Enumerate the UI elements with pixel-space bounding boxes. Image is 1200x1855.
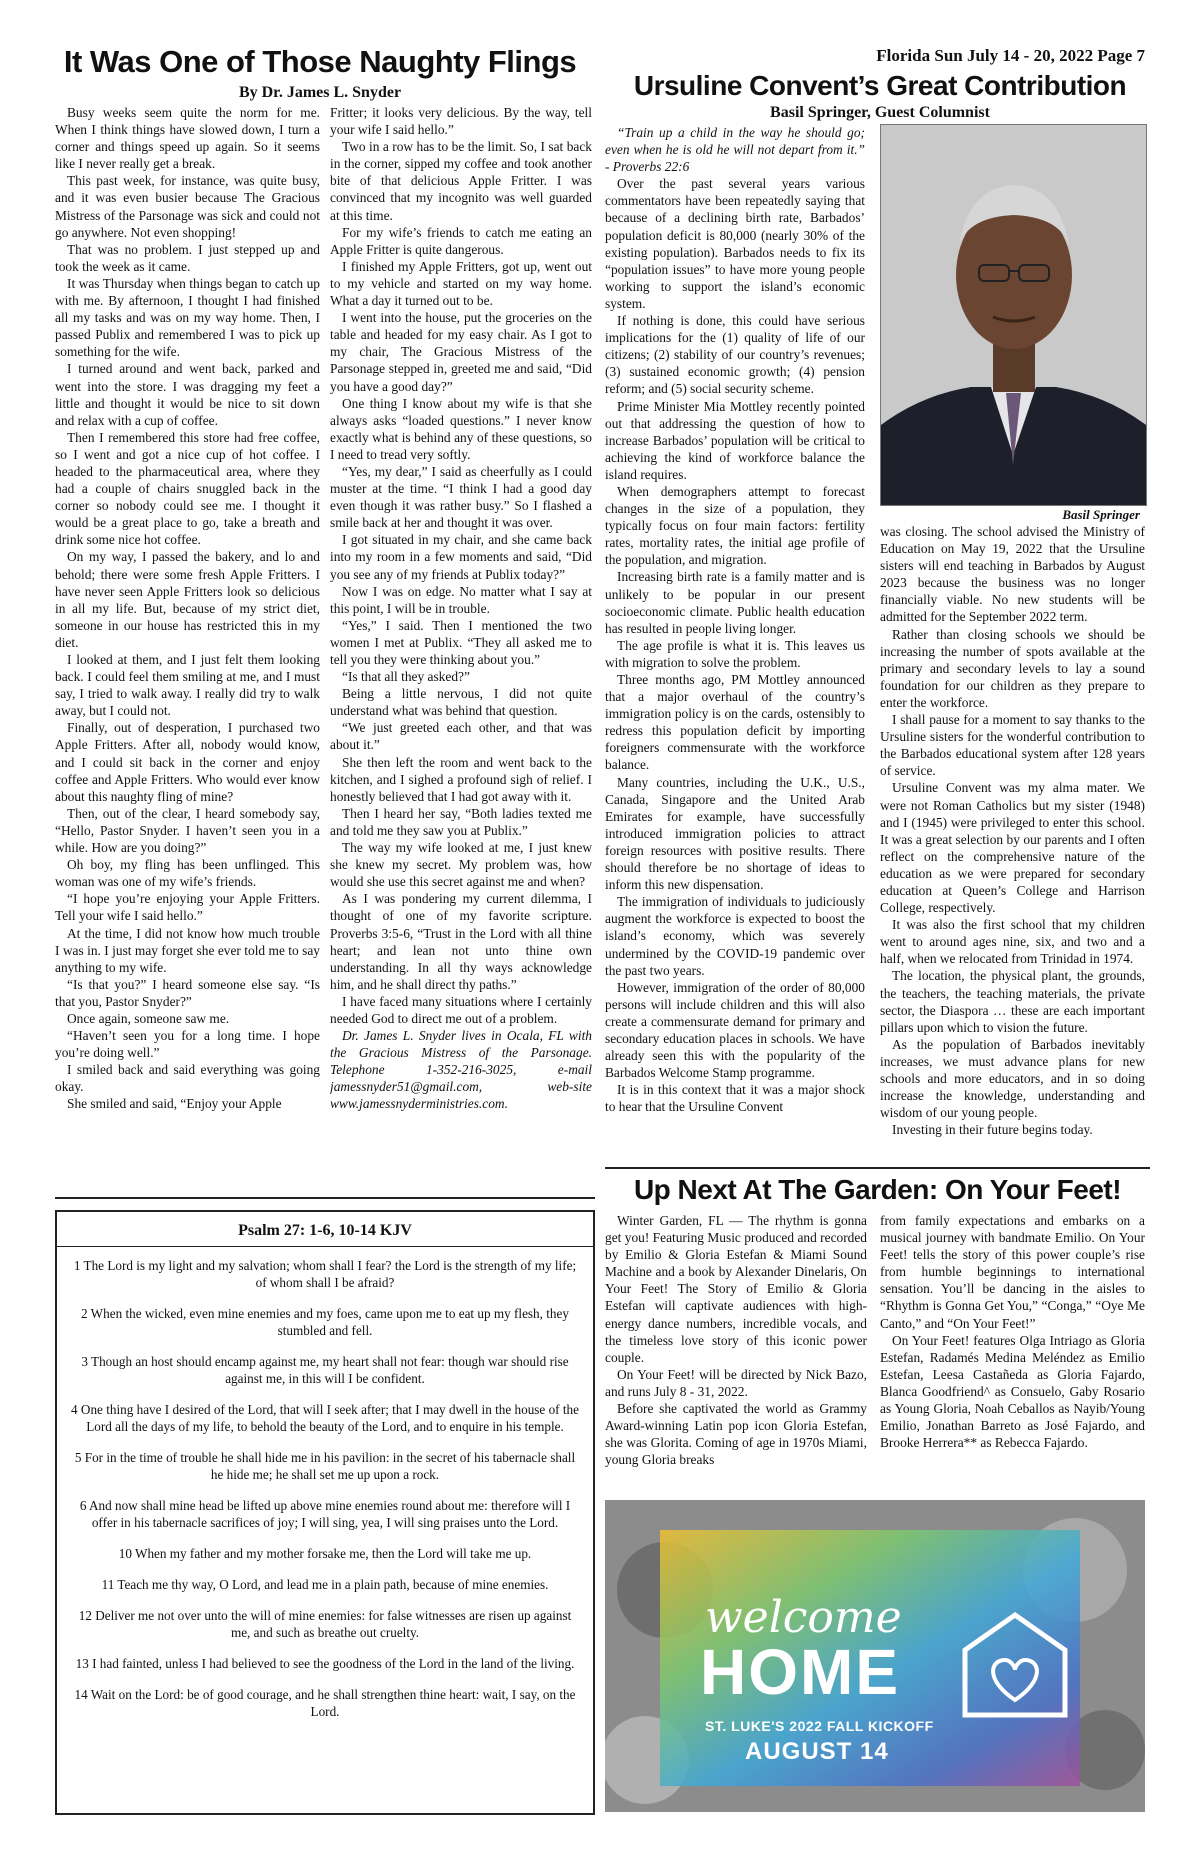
- paragraph: The immigration of individuals to judiciously augment the workforce is expected to boost the island’s economy, which was severely undermined by the COVID-19 pandemic over the past two years.: [605, 894, 865, 978]
- paragraph: I smiled back and said everything was going okay.: [55, 1062, 320, 1095]
- article1-byline: By Dr. James L. Snyder: [238, 84, 402, 101]
- paragraph: One thing I know about my wife is that she always asks “loaded questions.” I never know exactly what is behind any of these questions, so I need to tread very softly.: [330, 395, 592, 462]
- paragraph: “Yes,” I said. Then I mentioned the two women I met at Publix. “They all asked me to tell you they were thinking about you.”: [330, 617, 592, 667]
- paragraph: She then left the room and went back to the kitchen, and I sighed a profound sigh of relief. I honestly believed that I had got away with it.: [330, 754, 592, 804]
- article3-column-1: [605, 1212, 867, 1492]
- psalm-title: Psalm 27: 1-6, 10-14 KJV: [57, 1212, 593, 1247]
- article1-column-1: [55, 104, 320, 1194]
- psalm-verse: 4 One thing have I desired of the Lord, that will I seek after; that I may dwell in the house of the Lord all the days of my life, to behold the beauty of the Lord, and to enquire in his temple.: [71, 1402, 579, 1434]
- article2-bottom-rule: [605, 1167, 1150, 1169]
- psalm-verse: 2 When the wicked, even mine enemies and my foes, came upon me to eat up my flesh, they stumbled and fell.: [81, 1306, 569, 1338]
- paragraph: “We just greeted each other, and that was about it.”: [330, 720, 592, 753]
- paragraph: Rather than closing schools we should be increasing the number of spots available at the primary and secondary levels to lay a sound foundation for our children as they prepare to enter the workforce.: [880, 626, 1145, 710]
- welcome-home-ad: [605, 1500, 1145, 1812]
- paragraph: “Is that all they asked?”: [342, 669, 470, 685]
- paragraph: Now I was on edge. No matter what I say at this point, I will be in trouble.: [330, 583, 592, 616]
- psalm-verses: [57, 1247, 593, 1720]
- psalm-verse: 6 And now shall mine head be lifted up above mine enemies round about me: therefore will I offer in his tabernacle sacrifices of joy; I will sing, yea, I will sing praises unto the Lord.: [79, 1498, 571, 1530]
- paragraph: However, immigration of the order of 80,000 persons will include children and this will also create a commensurate demand for primary and secondary education places in schools. We have already seen this with the popularity of the Barbados Welcome Stamp programme.: [605, 979, 865, 1081]
- page-header: Florida Sun July 14 - 20, 2022 Page 7: [876, 46, 1145, 65]
- article3-column-2: [880, 1212, 1145, 1492]
- ad-welcome-script: welcome: [705, 1592, 902, 1643]
- paragraph: Winter Garden, FL — The rhythm is gonna get you! Featuring Music produced and recorded by Emilio & Gloria Estefan & Miami Sound Machine and a book by Alexander Dinelaris, On Your Feet! The Story of Emilio & Gloria Estefan will captivate audiences with high-energy dance numbers, incredible vocals, and the timeless love story of this iconic power couple.: [605, 1213, 867, 1365]
- paragraph: Oh boy, my fling has been unflinged. This woman was one of my wife’s friends.: [55, 857, 320, 890]
- paragraph: Then I remembered this store had free coffee, so I went and got a nice cup of hot coffee. I headed to the pharmaceutical area, where they had a couple of chairs snuggled back in the corner so nobody could see me. I thought it would be a great place to go, take a breath and drink some nice hot coffee.: [55, 429, 320, 548]
- paragraph: It was Thursday when things began to catch up with me. By afternoon, I thought I had finished all my tasks and was on my way home. Then, I passed Publix and remembered I was to pick up something for the wife.: [55, 275, 320, 360]
- columnist-photo: [880, 124, 1147, 506]
- paragraph: When demographers attempt to forecast changes in the size of a population, they typically focus on four main factors: fertility rates, mortality rates, the initial age profile of the population, and migration.: [605, 483, 865, 568]
- psalm-verse: 12 Deliver me not over unto the will of mine enemies: for false witnesses are risen up against me, and such as breathe out cruelty.: [78, 1608, 572, 1640]
- paragraph: The age profile is what it is. This leaves us with migration to solve the problem.: [605, 637, 865, 670]
- paragraph: Before she captivated the world as Grammy Award-winning Latin pop icon Gloria Estefan, she was Glorita. Coming of age in 1970s Miami, young Gloria breaks: [605, 1401, 867, 1468]
- paragraph: That was no problem. I just stepped up and took the week as it came.: [55, 241, 320, 274]
- psalm-verse: 1 The Lord is my light and my salvation; whom shall I fear? the Lord is the strength of my life; of whom shall I be afraid?: [73, 1258, 577, 1290]
- paragraph: Once again, someone saw me.: [67, 1010, 230, 1026]
- paragraph: I turned around and went back, parked and went into the store. I was dragging my feet a little and thought it would be nice to sit down and relax with a cup of coffee.: [55, 361, 320, 428]
- article2-column-2: [880, 523, 1145, 1163]
- paragraph: The way my wife looked at me, I just knew she knew my secret. My problem was, how would she use this secret against me and when?: [330, 840, 592, 890]
- paragraph: Increasing birth rate is a family matter and is unlikely to be popular in our present socioeconomic climate. Public health education has resulted in people living longer.: [605, 569, 865, 636]
- article2-byline: Basil Springer, Guest Columnist: [770, 104, 990, 121]
- article2-title: Ursuline Convent’s Great Contribution: [633, 70, 1127, 101]
- paragraph: On my way, I passed the bakery, and lo and behold; there were some fresh Apple Fritters. I have never seen Apple Fritters look so delicious in all my life. But, because of my strict diet, someone in our house has restricted this in my diet.: [55, 549, 320, 650]
- paragraph: Then I heard her say, “Both ladies texted me and told me they saw you at Publix.”: [330, 805, 592, 838]
- paragraph: Two in a row has to be the limit. So, I sat back in the corner, sipped my coffee and took another bite of that delicious Apple Fritter. I was convinced that my incognito was well guarded at this time.: [330, 139, 592, 223]
- paragraph: Finally, out of desperation, I purchased two Apple Fritters. After all, nobody would know, and I could sit back in the corner and enjoy coffee and Apple Fritters. Who would ever know about this naughty fling of mine?: [55, 720, 320, 804]
- paragraph: If nothing is done, this could have serious implications for the (1) quality of life of our citizens; (2) stability of our country’s revenues; (3) sustained economic growth; (4) pension reform; and (5) social security scheme.: [605, 313, 865, 397]
- paragraph: I got situated in my chair, and she came back into my room in a few moments and said, “Did you see any of my friends at Publix today?”: [330, 532, 592, 582]
- paragraph: I went into the house, put the groceries on the table and headed for my easy chair. As I got to my chair, The Gracious Mistress of the Parsonage stepped in, greeted me and said, “Did you have a good day?”: [330, 310, 592, 394]
- paragraph: I shall pause for a moment to say thanks to the Ursuline sisters for the wonderful contribution to the Barbados educational system after 128 years of service.: [880, 712, 1145, 779]
- paragraph: This past week, for instance, was quite busy, and it was even busier because The Gracious Mistress of the Parsonage was sick and could not go anywhere. Not even shopping!: [55, 173, 320, 240]
- scripture-quote: “Train up a child in the way he should go; even when he is old he will not depart from it.” - Proverbs 22:6: [605, 125, 865, 175]
- paragraph: was closing. The school advised the Ministry of Education on May 19, 2022 that the Ursuline sisters will end teaching in Barbados by August 2023 because the business was no longer financially viable. No new students will be admitted for the September 2022 term.: [880, 524, 1145, 625]
- paragraph: “Yes, my dear,” I said as cheerfully as I could muster at the time. “I think I had a good day even though it was rather busy.” So I flashed a smile back at her and thought it was over.: [330, 463, 592, 531]
- ad-home-title: HOME: [700, 1636, 900, 1708]
- paragraph: from family expectations and embarks on a musical journey with bandmate Emilio. On Your Feet! tells the story of this power couple’s rise from humble beginnings to international sensation. You’ll be dancing in the aisles to “Rhythm is Gonna Get You,” “Conga,” “Oye Me Canto,” and “On Your Feet!”: [880, 1213, 1145, 1331]
- photo-caption: Basil Springer: [1062, 507, 1140, 522]
- psalm-verse: 10 When my father and my mother forsake me, then the Lord will take me up.: [118, 1546, 532, 1561]
- article2-column-1: [605, 124, 865, 1164]
- paragraph: It was also the first school that my children went to around ages nine, six, and two and a half, when we relocated from Trinidad in 1974.: [880, 917, 1145, 967]
- paragraph: Investing in their future begins today.: [892, 1122, 1093, 1138]
- article3-title: Up Next At The Garden: On Your Feet!: [633, 1174, 1122, 1205]
- paragraph: Being a little nervous, I did not quite understand what was behind that question.: [330, 686, 592, 719]
- ad-subtitle: ST. LUKE'S 2022 FALL KICKOFF: [705, 1718, 934, 1734]
- paragraph: Many countries, including the U.K., U.S., Canada, Singapore and the United Arab Emirates for example, have successfully introduced immigration policies to attract foreign resources with positive results. There should therefore be no shortage of ideas to inform this new dispensation.: [605, 774, 865, 893]
- paragraph: Prime Minister Mia Mottley recently pointed out that addressing the question of how to increase Barbados’ population will be critical to achieving the kind of workforce balance the island requires.: [605, 398, 865, 482]
- paragraph: I looked at them, and I just felt them looking back. I could feel them smiling at me, and I must say, I tried to walk away. I really did try to walk away, but I could not.: [55, 652, 320, 719]
- psalm-verse: 13 I had fainted, unless I had believed to see the goodness of the Lord in the land of the living.: [75, 1656, 575, 1671]
- paragraph: Fritter; it looks very delicious. By the way, tell your wife I said hello.”: [330, 105, 592, 138]
- paragraph: “Haven’t seen you for a long time. I hope you’re doing well.”: [55, 1028, 320, 1061]
- psalm-verse: 11 Teach me thy way, O Lord, and lead me in a plain path, because of mine enemies.: [101, 1577, 549, 1592]
- article1-column-2: [330, 104, 592, 1194]
- paragraph: At the time, I did not know how much trouble I was in. I just may forget she ever told me to say anything to my wife.: [55, 925, 320, 975]
- article1-title: It Was One of Those Naughty Flings: [63, 44, 577, 79]
- paragraph: Three months ago, PM Mottley announced that a major overhaul of the country’s immigration policy is on the cards, ostensibly to redress this population deficit by importing foreigners commensurate with the workforce balance.: [605, 672, 865, 773]
- ad-date: AUGUST 14: [745, 1738, 889, 1765]
- paragraph: For my wife’s friends to catch me eating an Apple Fritter is quite dangerous.: [330, 224, 592, 257]
- psalm-verse: 14 Wait on the Lord: be of good courage, and he shall strengthen thine heart: wait, I say, on the Lord.: [74, 1687, 576, 1719]
- paragraph: I have faced many situations where I certainly needed God to direct me out of a problem.: [330, 993, 592, 1026]
- paragraph: Then, out of the clear, I heard somebody say, “Hello, Pastor Snyder. I haven’t seen you in a while. How are you doing?”: [55, 805, 320, 856]
- paragraph: Over the past several years various commentators have been repeatedly saying that because of a declining birth rate, Barbados’ population deficit is 80,000 (nearly 30% of the existing population). Barbados needs to fix its “population issues” to have more young people working to support the island’s economic system.: [605, 176, 865, 311]
- paragraph: “Is that you?” I heard someone else say. “Is that you, Pastor Snyder?”: [55, 976, 320, 1009]
- paragraph: I finished my Apple Fritters, got up, went out to my vehicle and started on my way home. What a day it turned out to be.: [330, 258, 592, 309]
- psalm-verse: 5 For in the time of trouble he shall hide me in his pavilion: in the secret of his tabernacle shall he hide me; he shall set me up upon a rock.: [74, 1450, 576, 1482]
- paragraph: It is in this context that it was a major shock to hear that the Ursuline Convent: [605, 1082, 865, 1115]
- paragraph: As the population of Barbados inevitably increases, we must advance plans for new schools and more educators, and in so doing increase the knowledge, understanding and wisdom of our young people.: [880, 1036, 1145, 1121]
- portrait-illustration: [881, 125, 1146, 505]
- paragraph: Busy weeks seem quite the norm for me. When I think things have slowed down, I turn a corner and things speed up again. So it seems like I never really get a break.: [55, 105, 320, 172]
- author-bio: Dr. James L. Snyder lives in Ocala, FL with the Gracious Mistress of the Parsonage. Telephone 1-352-216-3025, e-mail jamessnyder51@gmail.com, web-site www.jamessnyderministries.com.: [330, 1028, 592, 1112]
- article1-bottom-rule: [55, 1197, 595, 1199]
- paragraph: She smiled and said, “Enjoy your Apple: [67, 1096, 282, 1112]
- psalm-box: [55, 1210, 595, 1815]
- paragraph: “I hope you’re enjoying your Apple Fritters. Tell your wife I said hello.”: [55, 891, 320, 924]
- paragraph: Ursuline Convent was my alma mater. We were not Roman Catholics but my sister (1948) and I (1945) were privileged to enter this school. It was a great selection by our parents and I often reflect on the comprehensive nature of the education as we were prepared for secondary education at Queen’s College and Harrison College, respectively.: [880, 780, 1145, 916]
- paragraph: On Your Feet! features Olga Intriago as Gloria Estefan, Radamés Medina Meléndez as Emilio Estefan, Leesa Castañeda as Gloria Fajardo, Blanca Goodfriend^ as Consuelo, Gaby Rosario as Young Gloria, Noah Ceballos as Nayib/Young Emilio, Jonathan Barreto as José Fajardo, and Brooke Herrera** as Rebecca Fajardo.: [880, 1332, 1145, 1451]
- paragraph: The location, the physical plant, the grounds, the teachers, the teaching materials, the private sector, the Diaspora … these are each important pillars upon which to vision the future.: [880, 968, 1145, 1035]
- paragraph: On Your Feet! will be directed by Nick Bazo, and runs July 8 - 31, 2022.: [605, 1366, 867, 1399]
- paragraph: As I was pondering my current dilemma, I thought of one of my favorite scripture. Proverbs 3:5-6, “Trust in the Lord with all thine heart; and lean not unto thine own understanding. In all thy ways acknowledge him, and he shall direct thy paths.”: [330, 891, 592, 992]
- psalm-verse: 3 Though an host should encamp against me, my heart shall not fear: though war should rise against me, in this will I be confident.: [81, 1354, 569, 1386]
